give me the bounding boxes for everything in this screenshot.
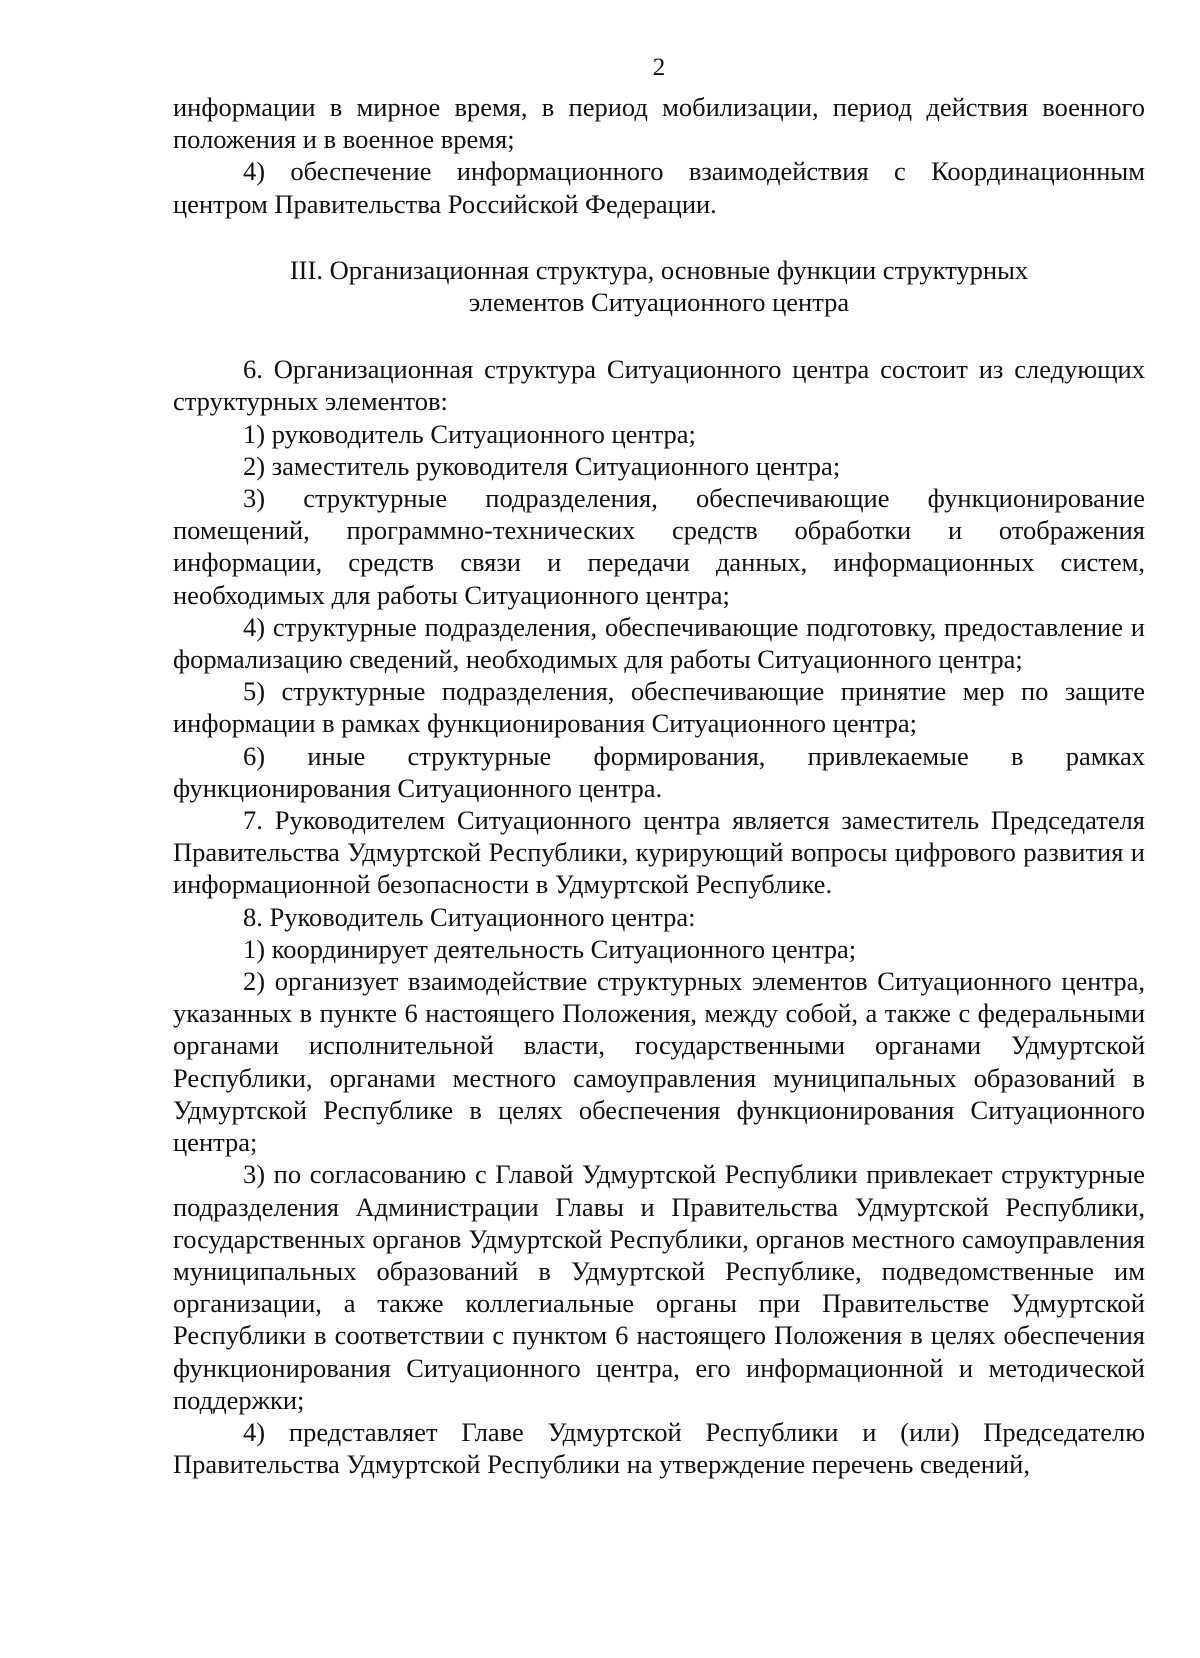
paragraph-item-6: 6. Организационная структура Ситуационного центра состоит из следующих структурных элементов:: [173, 354, 1145, 417]
paragraph-subitem: 6) иные структурные формирования, привлекаемые в рамках функционирования Ситуационного центра.: [173, 740, 1145, 803]
paragraph-subitem: 3) по согласованию с Главой Удмуртской Республики привлекает структурные подразделения Администрации Главы и Правительства Удмуртской Республики, государственных органов Удмуртской Республики, органов местного самоуправления муниципальных образований в Удмуртской Республике, подведомственные им организации, а также коллегиальные органы при Правительстве Удмуртской Республики в соответствии с пунктом 6 настоящего Положения в целях обеспечения функционирования Ситуационного центра, его информационной и методической поддержки;: [173, 1159, 1145, 1415]
paragraph: 4) обеспечение информационного взаимодействия с Координационным центром Правительства Российской Федерации.: [173, 156, 1145, 219]
paragraph-subitem: 1) руководитель Ситуационного центра;: [243, 418, 696, 449]
paragraph-item-7: 7. Руководителем Ситуационного центра является заместитель Председателя Правительства Удмуртской Республики, курирующий вопросы цифрового развития и информационной безопасности в Удмуртской Республике.: [173, 805, 1145, 900]
paragraph-subitem: 2) организует взаимодействие структурных элементов Ситуационного центра, указанных в пункте 6 настоящего Положения, между собой, а также с федеральными органами исполнительной власти, государственными органами Удмуртской Республики, органами местного самоуправления муниципальных образований в Удмуртской Республике в целях обеспечения функционирования Ситуационного центра;: [173, 966, 1145, 1158]
paragraph-subitem: 2) заместитель руководителя Ситуационного центра;: [243, 450, 841, 481]
section-heading-line-2: элементов Ситуационного центра: [468, 287, 850, 318]
page-number: 2: [652, 54, 666, 81]
paragraph: информации в мирное время, в период мобилизации, период действия военного положения и в военное время;: [173, 92, 1145, 155]
paragraph-subitem: 3) структурные подразделения, обеспечивающие функционирование помещений, программно-технических средств обработки и отображения информации, средств связи и передачи данных, информационных систем, необходимых для работы Ситуационного центра;: [173, 483, 1145, 610]
paragraph-subitem: 5) структурные подразделения, обеспечивающие принятие мер по защите информации в рамках функционирования Ситуационного центра;: [173, 676, 1145, 739]
spacer: [173, 318, 1145, 353]
main-body: [173, 353, 1145, 1480]
paragraph-subitem: 4) структурные подразделения, обеспечивающие подготовку, предоставление и формализацию сведений, необходимых для работы Ситуационного центра;: [173, 611, 1145, 675]
section-heading-line-1: III. Организационная структура, основные функции структурных: [289, 254, 1029, 285]
spacer: [173, 220, 1145, 254]
paragraph-subitem: 1) координирует деятельность Ситуационного центра;: [243, 933, 857, 964]
paragraph-subitem: 4) представляет Главе Удмуртской Республики и (или) Председателю Правительства Удмуртской Республики на утверждение перечень сведений,: [173, 1416, 1145, 1480]
paragraph-item-8: 8. Руководитель Ситуационного центра:: [243, 901, 696, 932]
section-heading: [173, 254, 1145, 318]
